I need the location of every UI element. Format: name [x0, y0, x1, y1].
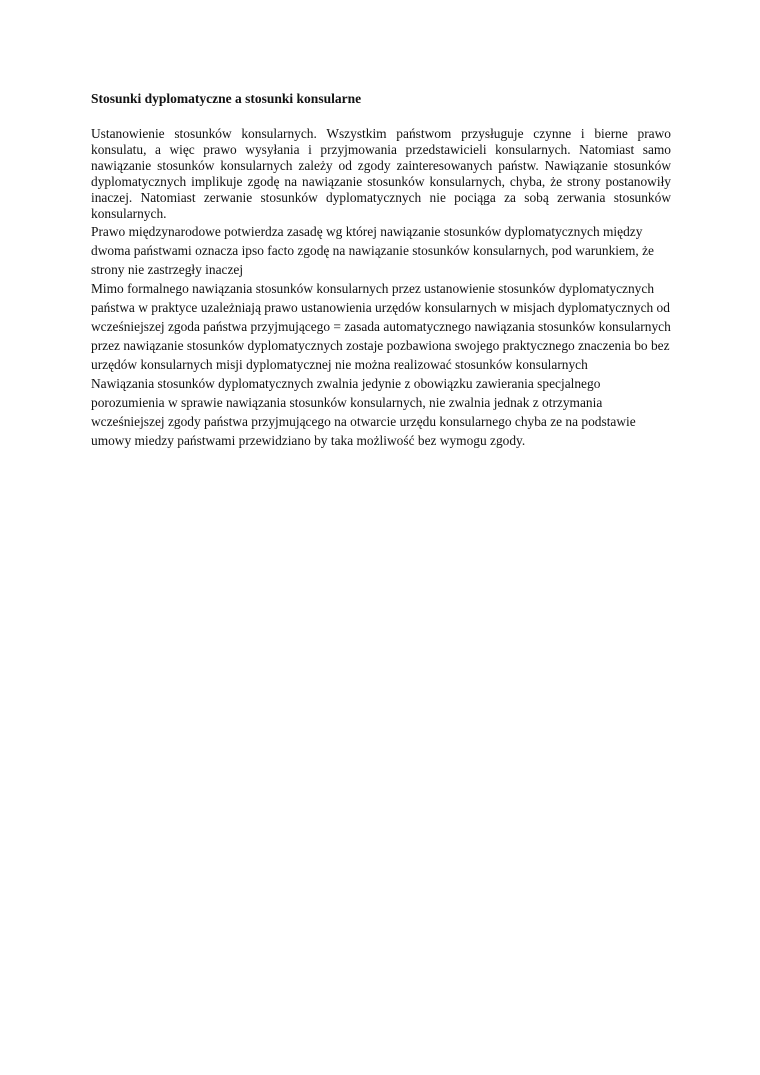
document-title: Stosunki dyplomatyczne a stosunki konsularne [91, 91, 362, 106]
paragraph-formal-establishment-practice: Mimo formalnego nawiązania stosunków konsularnych przez ustanowienie stosunków dyplomatycznych państwa w praktyce uzależniają prawo ustanowienia urzędów konsularnych w misjach dyplomatycznych od wcześniejszej zgoda państwa przyjmującego = zasada automatycznego nawiązania stosunków konsularnych przez nawiązanie stosunków dyplomatycznych zostaje pozbawiona swojego praktycznego znaczenia bo bez urzędów konsularnych misji dyplomatycznej nie można realizować stosunków konsularnych [91, 281, 671, 372]
paragraph-international-law-principle: Prawo międzynarodowe potwierdza zasadę wg której nawiązanie stosunków dyplomatycznych między dwoma państwami oznacza ipso facto zgodę na nawiązanie stosunków konsularnych, pod warunkiem, że strony nie zastrzegły inaczej [91, 224, 654, 277]
paragraph-consular-relations-establishment: Ustanowienie stosunków konsularnych. Wszystkim państwom przysługuje czynne i bierne prawo konsulatu, a więc prawo wysyłania i przyjmowania przedstawicieli konsularnych. Natomiast samo nawiązanie stosunków konsularnych zależy od zgody zainteresowanych państw. Nawiązanie stosunków dyplomatycznych implikuje zgodę na nawiązanie stosunków konsularnych, chyba, że strony postanowiły inaczej. Natomiast zerwanie stosunków dyplomatycznych nie pociąga za sobą zerwania stosunków konsularnych. [91, 126, 671, 221]
paragraph-consent-requirement: Nawiązania stosunków dyplomatycznych zwalnia jedynie z obowiązku zawierania specjalnego porozumienia w sprawie nawiązania stosunków konsularnych, nie zwalnia jednak z otrzymania wcześniejszej zgody państwa przyjmującego na otwarcie urzędu konsularnego chyba ze na podstawie umowy miedzy państwami przewidziano by taka możliwość bez wymogu zgody. [91, 376, 636, 448]
document-content [91, 90, 671, 450]
